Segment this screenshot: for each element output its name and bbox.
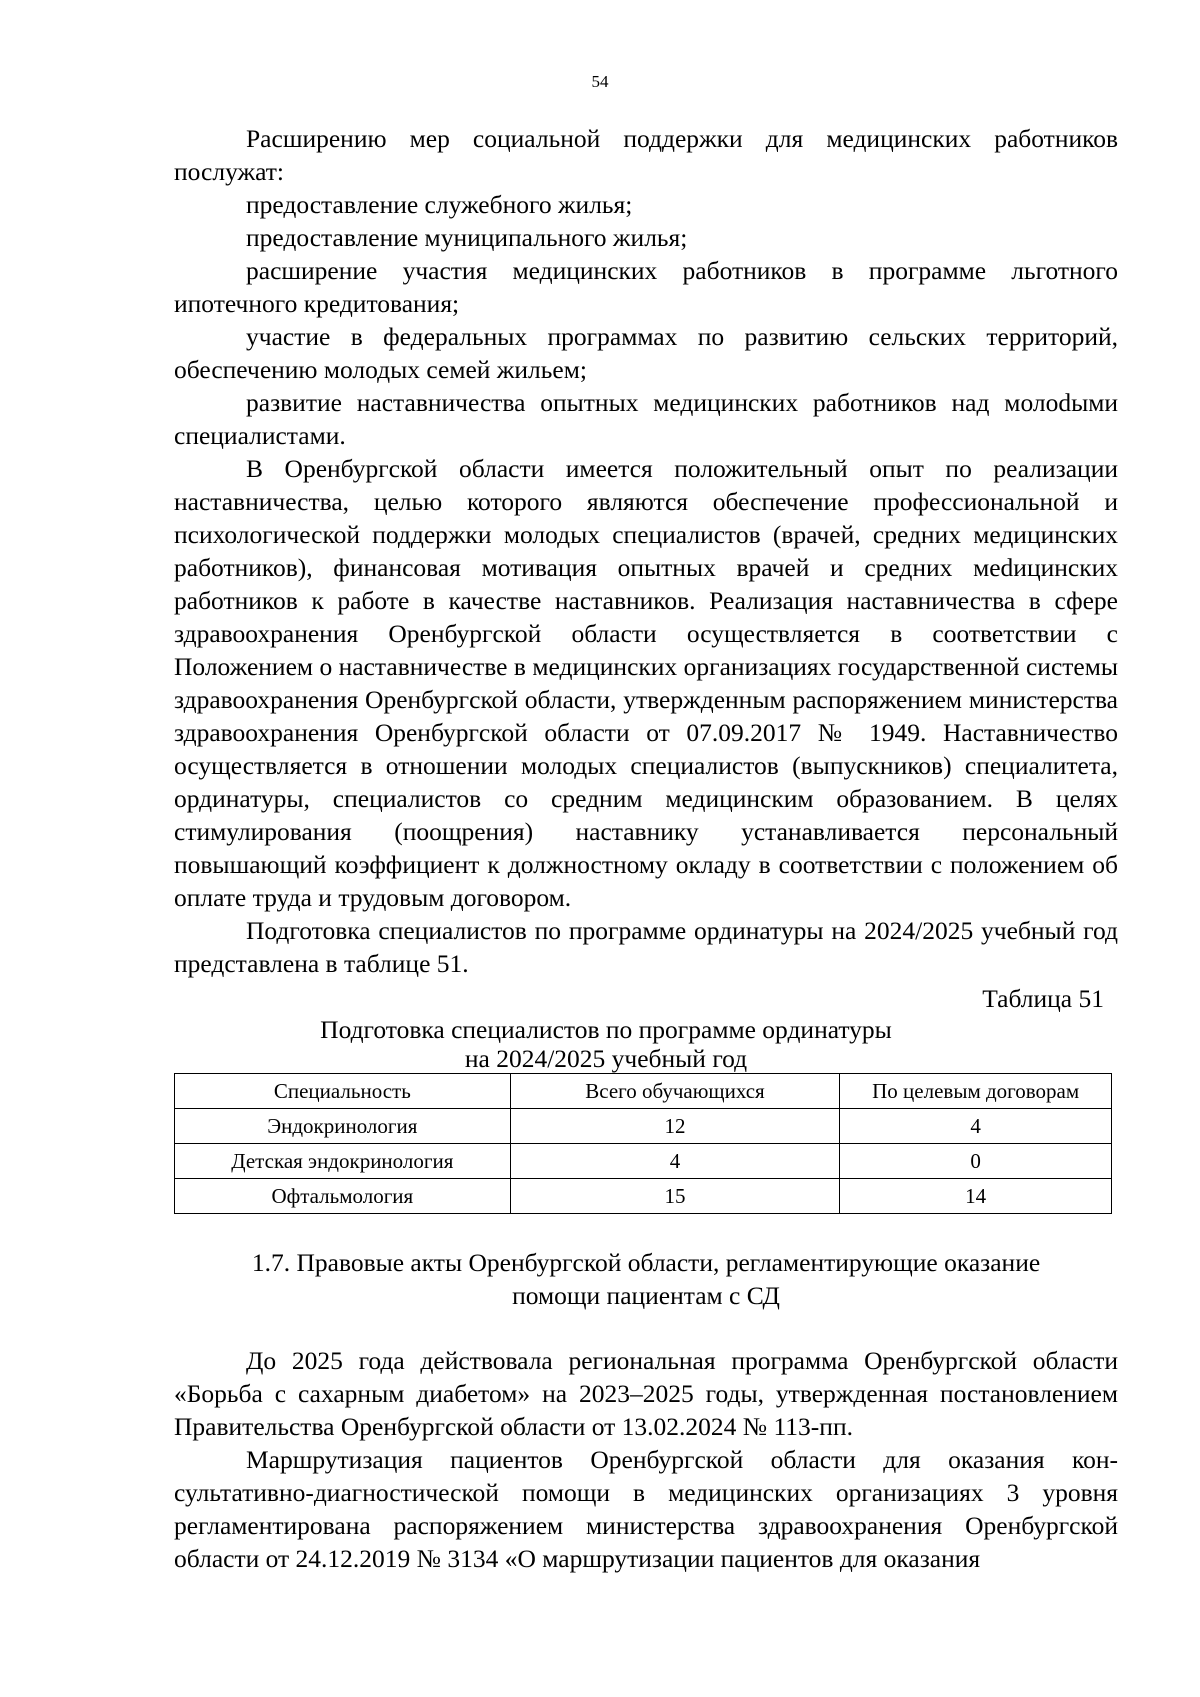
- page-number: 54: [591, 72, 609, 91]
- section-heading-line: помощи пациентам с СД: [512, 1281, 780, 1310]
- table-row: [175, 1109, 1112, 1144]
- total-students-cell: 12: [510, 1109, 840, 1144]
- table-label: Таблица 51: [982, 984, 1104, 1013]
- spacer: [174, 1312, 1118, 1344]
- routing-paragraph: Маршрутизация пациентов Оренбургской области для оказания консультативно-диагностической помощи в медицинских организациях 3 уровня регламентирована распоряжением министерства здравоохранения Оренбургской области от 24.12.2019 № 3134 «О маршрутизации пациентов для оказания: [174, 1445, 1118, 1573]
- specialty-cell: Детская эндокринология: [175, 1144, 511, 1179]
- specialty-cell: Офтальмология: [175, 1179, 511, 1214]
- measure-item: расширение участия медицинских работников в программе льготного ипотечного кредитования;: [174, 256, 1118, 318]
- section-heading: [174, 1246, 1118, 1312]
- measure-item: развитие наставничества опытных медицинских работников над молоdыми специалистами.: [174, 388, 1118, 450]
- total-students-cell: 15: [510, 1179, 840, 1214]
- measure-item: участие в федеральных программах по развитию сельских территорий, обеспечению молодых семей жильем;: [174, 322, 1118, 384]
- measure-item: предоставление служебного жилья;: [246, 190, 633, 219]
- target-contracts-cell: 4: [840, 1109, 1112, 1144]
- section-heading-line: 1.7. Правовые акты Оренбургской области, регламентирующие оказание: [251, 1248, 1041, 1277]
- target-contracts-cell: 0: [840, 1144, 1112, 1179]
- program-paragraph: До 2025 года действовала региональная программа Оренбургской области «Борьба с сахарным диабетом» на 2023–2025 годы, утвержденная постановлением Правительства Оренбургской области от 13.02.2024 № 113-пп.: [174, 1346, 1118, 1441]
- table-caption-line: на 2024/2025 учебный год: [464, 1044, 748, 1073]
- training-paragraph: Подготовка специалистов по программе ординатуры на 2024/2025 учебный год представлена в таблице 51.: [174, 916, 1118, 978]
- training-table: [174, 1073, 1112, 1214]
- specialty-cell: Эндокринология: [175, 1109, 511, 1144]
- page-body: [174, 122, 1118, 1575]
- column-header-specialty: Специальность: [175, 1074, 511, 1109]
- column-header-total-students: Всего обучающихся: [510, 1074, 840, 1109]
- table-row: [175, 1144, 1112, 1179]
- table-caption: [174, 1015, 1038, 1073]
- measure-item: предоставление муниципального жилья;: [246, 223, 688, 252]
- intro-paragraph: Расширению мер социальной поддержки для медицинских работников послужат:: [174, 124, 1118, 186]
- total-students-cell: 4: [510, 1144, 840, 1179]
- mentorship-paragraph: В Оренбургской области имеется положительный опыт по реализации наставничества, целью которого являются обеспечение профессиональной и психологической поддержки молодых специалистов (врачей, средних медицинских работников), финансовая мотивация опытных врачей и средних меdицинских работников к работе в качестве наставников. Реализация наставничества в сфере здравоохранения Оренбургской области осуществляется в соответствии с Положением о наставничестве в медицинских организациях государственной системы здравоохранения Оренбургской области, утвержденным распоряжением министерства здравоохранения Оренбургской области от 07.09.2017 № 1949. Наставничество осуществляется в отношении молодых специалистов (выпускников) специалитета, ординатуры, специалистов со средним медицинским образованием. В целях стимулирования (поощрения) наставнику устанавливается персональный повышающий коэффициент к должностному окладу в соответствии с положением об оплате труда и трудовым договором.: [174, 454, 1118, 912]
- table-caption-line: Подготовка специалистов по программе ординатуры: [320, 1015, 892, 1044]
- table-row: [175, 1179, 1112, 1214]
- table-header-row: [175, 1074, 1112, 1109]
- column-header-target-contracts: По целевым договорам: [840, 1074, 1112, 1109]
- target-contracts-cell: 14: [840, 1179, 1112, 1214]
